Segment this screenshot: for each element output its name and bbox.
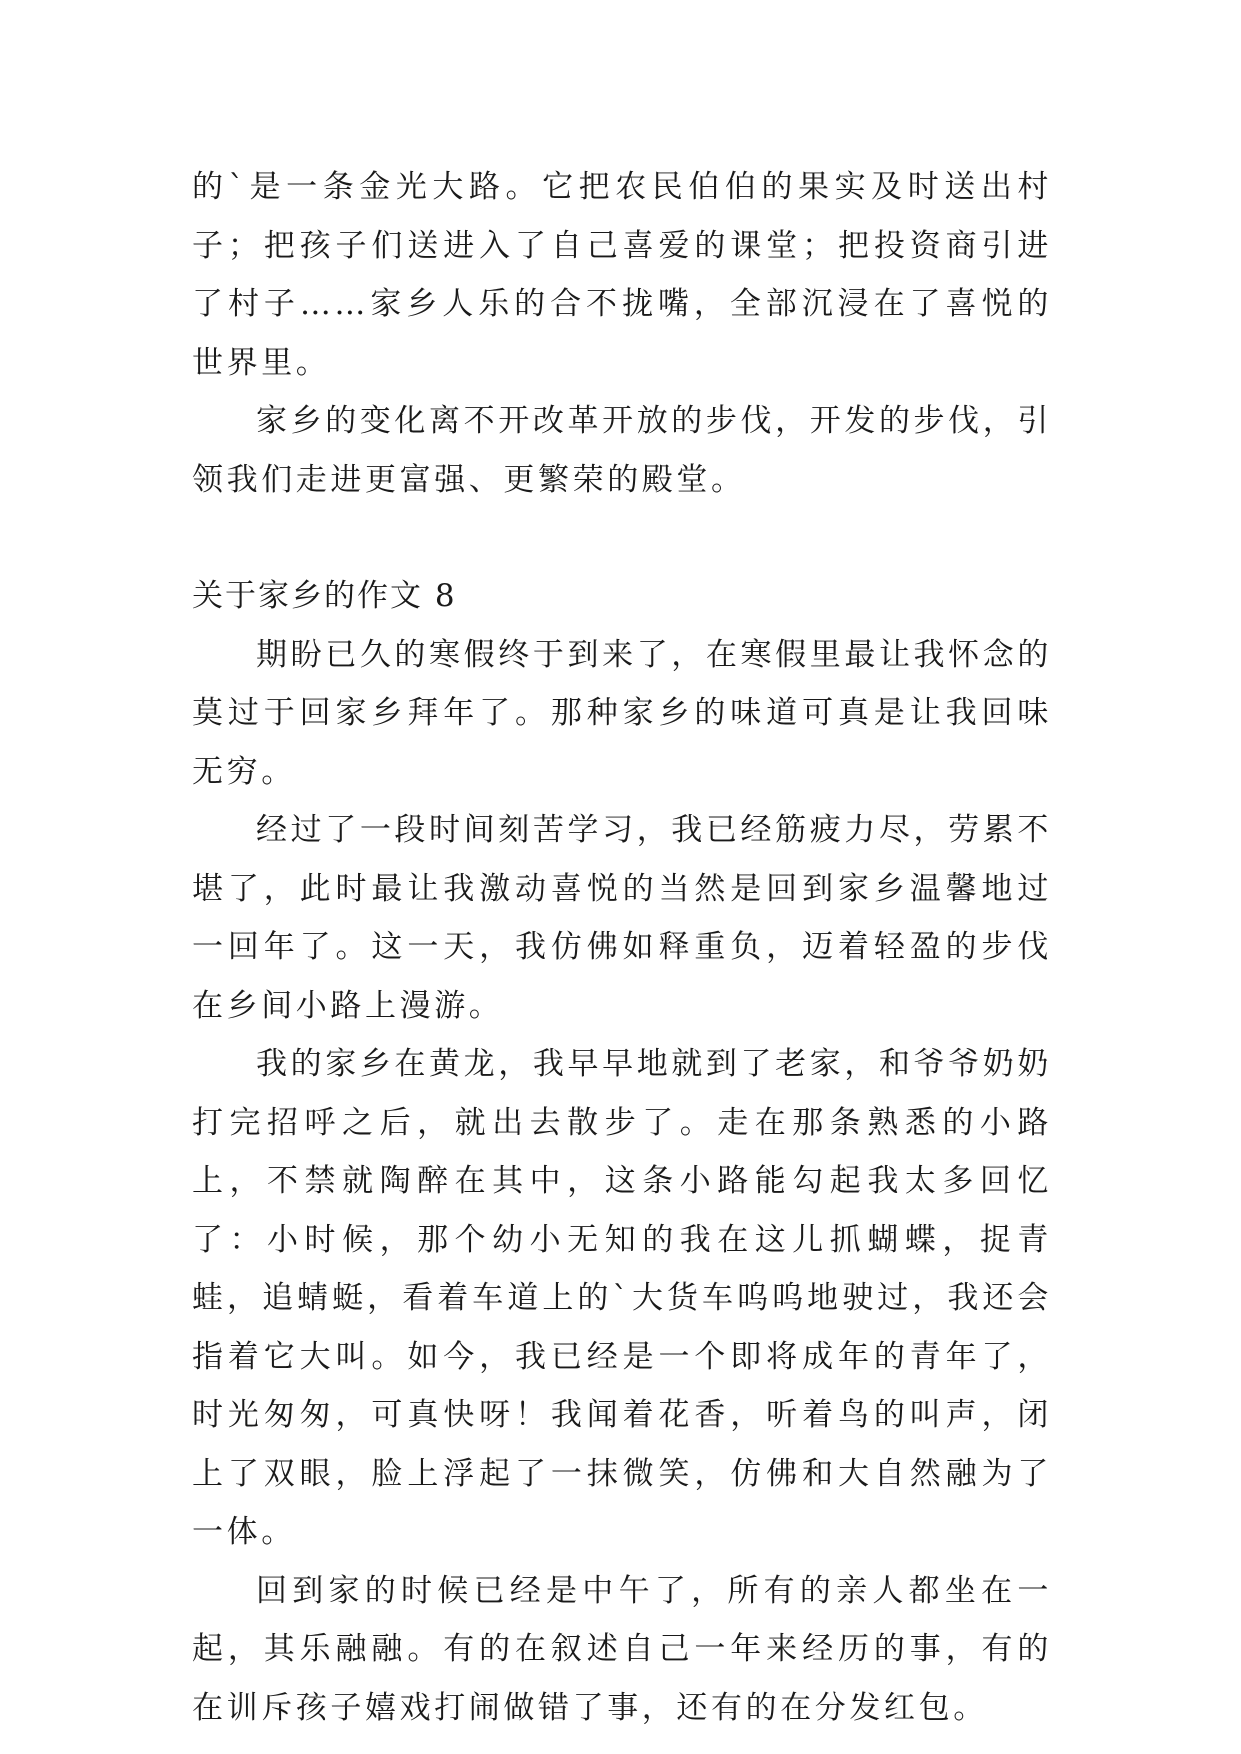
section-gap xyxy=(192,509,1052,567)
section-title: 关于家乡的作文 8 xyxy=(192,578,457,614)
document-body xyxy=(192,158,1052,1737)
paragraph: 回到家的时候已经是中午了，所有的亲人都坐在一起，其乐融融。有的在叙述自己一年来经历的事，有的在训斥孩子嬉戏打闹做错了事，还有的在分发红包。 xyxy=(192,1572,1052,1726)
paragraph: 我的家乡在黄龙，我早早地就到了老家，和爷爷奶奶打完招呼之后，就出去散步了。走在那条熟悉的小路上，不禁就陶醉在其中，这条小路能勾起我太多回忆了：小时候，那个幼小无知的我在这儿抓蝴蝶，捉青蛙，追蜻蜓，看着车道上的`大货车呜呜地驶过，我还会指着它大叫。如今，我已经是一个即将成年的青年了，时光匆匆，可真快呀！我闻着花香，听着鸟的叫声，闭上了双眼，脸上浮起了一抹微笑，仿佛和大自然融为了一体。 xyxy=(192,1046,1052,1550)
paragraph-continued: 的`是一条金光大路。它把农民伯伯的果实及时送出村子；把孩子们送进入了自己喜爱的课堂；把投资商引进了村子……家乡人乐的合不拢嘴，全部沉浸在了喜悦的世界里。 xyxy=(192,169,1052,381)
paragraph: 经过了一段时间刻苦学习，我已经筋疲力尽，劳累不堪了，此时最让我激动喜悦的当然是回到家乡温馨地过一回年了。这一天，我仿佛如释重负，迈着轻盈的步伐在乡间小路上漫游。 xyxy=(192,812,1052,1024)
paragraph: 家乡的变化离不开改革开放的步伐，开发的步伐，引领我们走进更富强、更繁荣的殿堂。 xyxy=(192,403,1052,498)
paragraph: 期盼已久的寒假终于到来了，在寒假里最让我怀念的莫过于回家乡拜年了。那种家乡的味道可真是让我回味无穷。 xyxy=(192,636,1052,790)
